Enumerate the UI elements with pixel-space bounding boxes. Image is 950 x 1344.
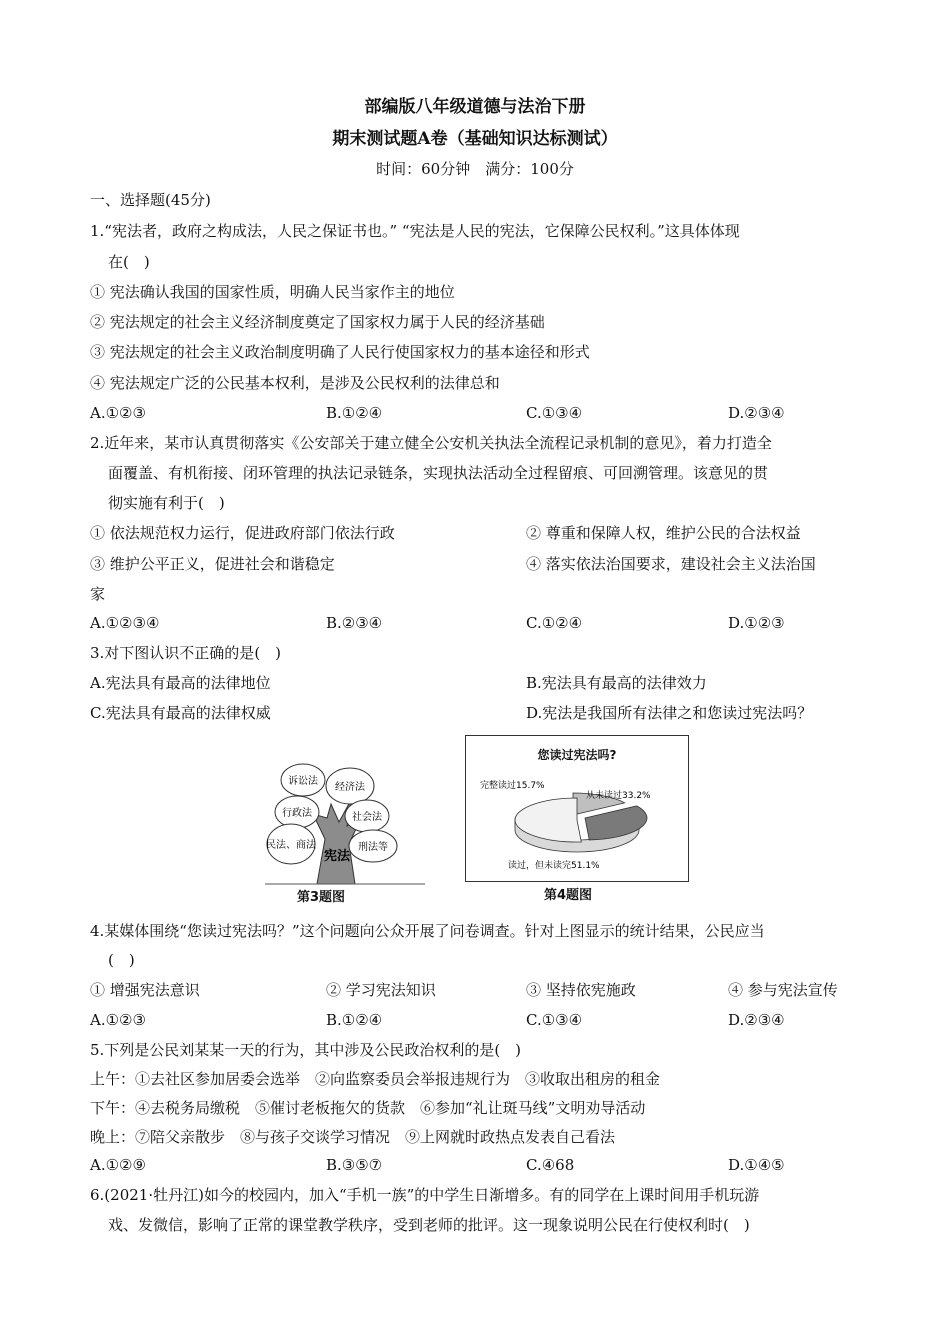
exam-subtitle: 期末测试题A卷（基础知识达标测试） [332, 129, 618, 149]
q2-option-b[interactable]: B.②③④ [326, 614, 383, 632]
figure-3-caption: 第3题图 [297, 890, 346, 905]
exam-title: 部编版八年级道德与法治下册 [364, 97, 586, 117]
q2-option-d[interactable]: D.①②③ [728, 614, 785, 632]
q3-option-c[interactable]: C.宪法具有最高的法律权威 [90, 704, 271, 722]
q5-stem: 5.下列是公民刘某某一天的行为，其中涉及公民政治权利的是( ) [90, 1041, 522, 1059]
q1-item: ① 宪法确认我国的国家性质，明确人民当家作主的地位 [90, 283, 455, 301]
q1-item: ④ 宪法规定广泛的公民基本权利，是涉及公民权利的法律总和 [90, 374, 500, 392]
figure-4-caption: 第4题图 [544, 888, 593, 903]
q6-stem: 6.(2021·牡丹江)如今的校园内，加入“手机一族”的中学生日渐增多。有的同学在上课时间用手机玩游 [90, 1186, 760, 1204]
q2-item: ④ 落实依法治国要求，建设社会主义法治国 [526, 555, 816, 573]
q1-item: ③ 宪法规定的社会主义政治制度明确了人民行使国家权力的基本途径和形式 [90, 343, 590, 361]
q4-stem-cont: ( ) [108, 951, 135, 969]
trunk-label: 宪法 [323, 849, 351, 864]
pie-label: 读过，但未读完51.1% [508, 861, 600, 871]
q3-option-b[interactable]: B.宪法具有最高的法律效力 [526, 674, 707, 692]
tree-illustration [255, 734, 435, 906]
q2-stem: 2.近年来，某市认真贯彻落实《公安部关于建立健全公安机关执法全流程记录机制的意见》，着力打造全 [90, 434, 772, 452]
q4-item: ④ 参与宪法宣传 [728, 981, 838, 999]
q3-option-d[interactable]: D.宪法是我国所有法律之和您读过宪法吗？ [526, 704, 813, 722]
q2-stem-cont: 彻实施有利于( ) [108, 494, 225, 512]
q1-item: ② 宪法规定的社会主义经济制度奠定了国家权力属于人民的经济基础 [90, 313, 545, 331]
q1-option-a[interactable]: A.①②③ [90, 404, 146, 422]
q2-item: ③ 维护公平正义，促进社会和谐稳定 [90, 555, 335, 573]
q2-option-a[interactable]: A.①②③④ [90, 614, 160, 632]
q4-option-b[interactable]: B.①②④ [326, 1011, 383, 1029]
q4-option-d[interactable]: D.②③④ [728, 1011, 785, 1029]
q2-item: ② 尊重和保障人权，维护公民的合法权益 [526, 524, 801, 542]
q4-option-c[interactable]: C.①③④ [526, 1011, 583, 1029]
chart-title: 您读过宪法吗? [537, 748, 617, 762]
leaf-label: 诉讼法 [288, 776, 318, 787]
q2-stem-cont: 面覆盖、有机衔接、闭环管理的执法记录链条，实现执法活动全过程留痕、可回溯管理。该意见的贯 [108, 464, 769, 482]
q5-option-c[interactable]: C.④68 [526, 1156, 575, 1174]
leaf-label: 行政法 [282, 808, 312, 819]
q1-option-b[interactable]: B.①②④ [326, 404, 383, 422]
q1-option-c[interactable]: C.①③④ [526, 404, 583, 422]
q2-item: ① 依法规范权力运行，促进政府部门依法行政 [90, 524, 395, 542]
pie-label: 完整读过15.7% [480, 781, 545, 791]
q5-option-b[interactable]: B.③⑤⑦ [326, 1156, 383, 1174]
q1-stem-cont: 在( ) [108, 253, 150, 271]
q4-stem: 4.某媒体围绕“您读过宪法吗？”这个问题向公众开展了问卷调查。针对上图显示的统计结果，公民应当 [90, 922, 765, 940]
section-heading: 一、选择题(45分) [90, 191, 211, 209]
figure-3-tree [255, 734, 435, 906]
q5-evening: 晚上：⑦陪父亲散步 ⑧与孩子交谈学习情况 ⑨上网就时政热点发表自己看法 [90, 1128, 616, 1146]
leaf-label: 刑法等 [358, 842, 388, 853]
q4-item: ① 增强宪法意识 [90, 981, 200, 999]
q5-option-a[interactable]: A.①②⑨ [90, 1156, 146, 1174]
leaf-label: 经济法 [335, 782, 365, 793]
q5-morning: 上午：①去社区参加居委会选举 ②向监察委员会举报违规行为 ③收取出租房的租金 [90, 1070, 661, 1088]
q4-item: ③ 坚持依宪施政 [526, 981, 636, 999]
q1-option-d[interactable]: D.②③④ [728, 404, 785, 422]
q4-item: ② 学习宪法知识 [326, 981, 436, 999]
q1-stem: 1.“宪法者，政府之构成法，人民之保证书也。” “宪法是人民的宪法，它保障公民权利。”这具体体现 [90, 222, 740, 240]
figure-4-chart [465, 735, 689, 882]
q3-stem: 3.对下图认识不正确的是( ) [90, 644, 282, 662]
pie-label: 从未读过33.2% [586, 791, 651, 801]
pie-chart [466, 736, 688, 881]
q6-stem-cont: 戏、发微信，影响了正常的课堂教学秩序，受到老师的批评。这一现象说明公民在行使权利时( ) [108, 1216, 750, 1234]
exam-meta: 时间：60分钟 满分：100分 [376, 160, 574, 178]
q5-afternoon: 下午：④去税务局缴税 ⑤催讨老板拖欠的货款 ⑥参加“礼让斑马线”文明劝导活动 [90, 1099, 646, 1117]
q2-item-cont: 家 [90, 585, 106, 603]
leaf-label: 社会法 [352, 812, 382, 823]
q3-option-a[interactable]: A.宪法具有最高的法律地位 [90, 674, 271, 692]
q4-option-a[interactable]: A.①②③ [90, 1011, 146, 1029]
q2-option-c[interactable]: C.①②④ [526, 614, 583, 632]
leaf-label: 民法、商法 [266, 840, 316, 851]
q5-option-d[interactable]: D.①④⑤ [728, 1156, 785, 1174]
